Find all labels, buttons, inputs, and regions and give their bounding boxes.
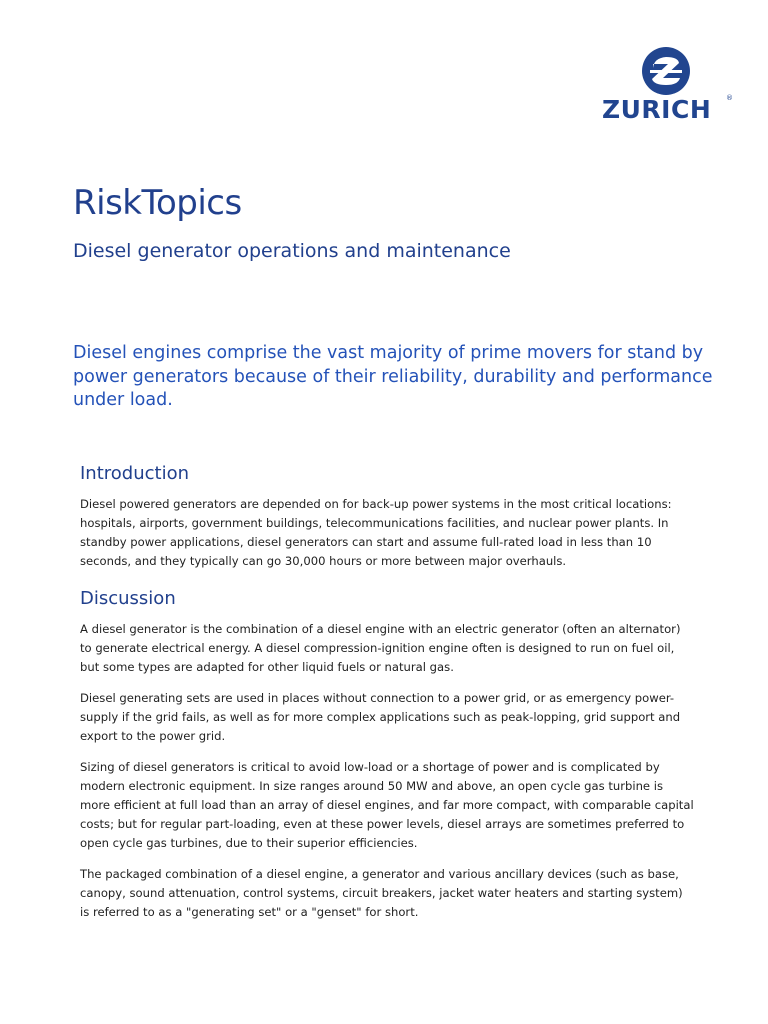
page-subtitle: Diesel generator operations and maintenance	[73, 240, 511, 262]
body-paragraph: Diesel powered generators are depended on for back-up power systems in the most critical locations: hospitals, airports, government buildings, telecommunications facilities, and nuclear power plants. In standby power applications, diesel generators can start and assume full-rated load in less than 10 seconds, and they typically can go 30,000 hours or more between major overhauls.	[80, 496, 672, 568]
body-paragraph: A diesel generator is the combination of a diesel engine with an electric generator (often an alternator) to generate electrical energy. A diesel compression-ignition engine often is designed to run on fuel oil, but some types are adapted for other liquid fuels or natural gas.	[80, 621, 681, 674]
registered-mark: ®	[726, 94, 733, 102]
body-paragraph: The packaged combination of a diesel engine, a generator and various ancillary devices (such as base, canopy, sound attenuation, control systems, circuit breakers, jacket water heaters and starting system) is referred to as a "generating set" or a "genset" for short.	[80, 866, 683, 919]
zurich-z-icon	[641, 46, 691, 96]
section-heading: Discussion	[80, 588, 176, 609]
logo-wordmark: ZURICH	[602, 95, 712, 124]
body-paragraph: Sizing of diesel generators is critical to avoid low-load or a shortage of power and is complicated by modern electronic equipment. In size ranges around 50 MW and above, an open cycle gas turbine is more efficient at full load than an array of diesel engines, and far more compact, with comparable capital costs; but for regular part-loading, even at these power levels, diesel arrays are sometimes preferred to open cycle gas turbines, due to their superior efficiencies.	[80, 759, 694, 850]
zurich-logo	[599, 46, 734, 126]
page-title: RiskTopics	[73, 183, 242, 223]
lead-paragraph: Diesel engines comprise the vast majority of prime movers for stand by power generators because of their reliability, durability and performance under load.	[73, 343, 713, 410]
section-heading: Introduction	[80, 463, 190, 484]
section-introduction	[80, 463, 695, 583]
body-paragraph: Diesel generating sets are used in places without connection to a power grid, or as emergency power-supply if the grid fails, as well as for more complex applications such as peak-lopping, grid support and export to the power grid.	[80, 690, 681, 743]
section-discussion	[80, 588, 695, 934]
